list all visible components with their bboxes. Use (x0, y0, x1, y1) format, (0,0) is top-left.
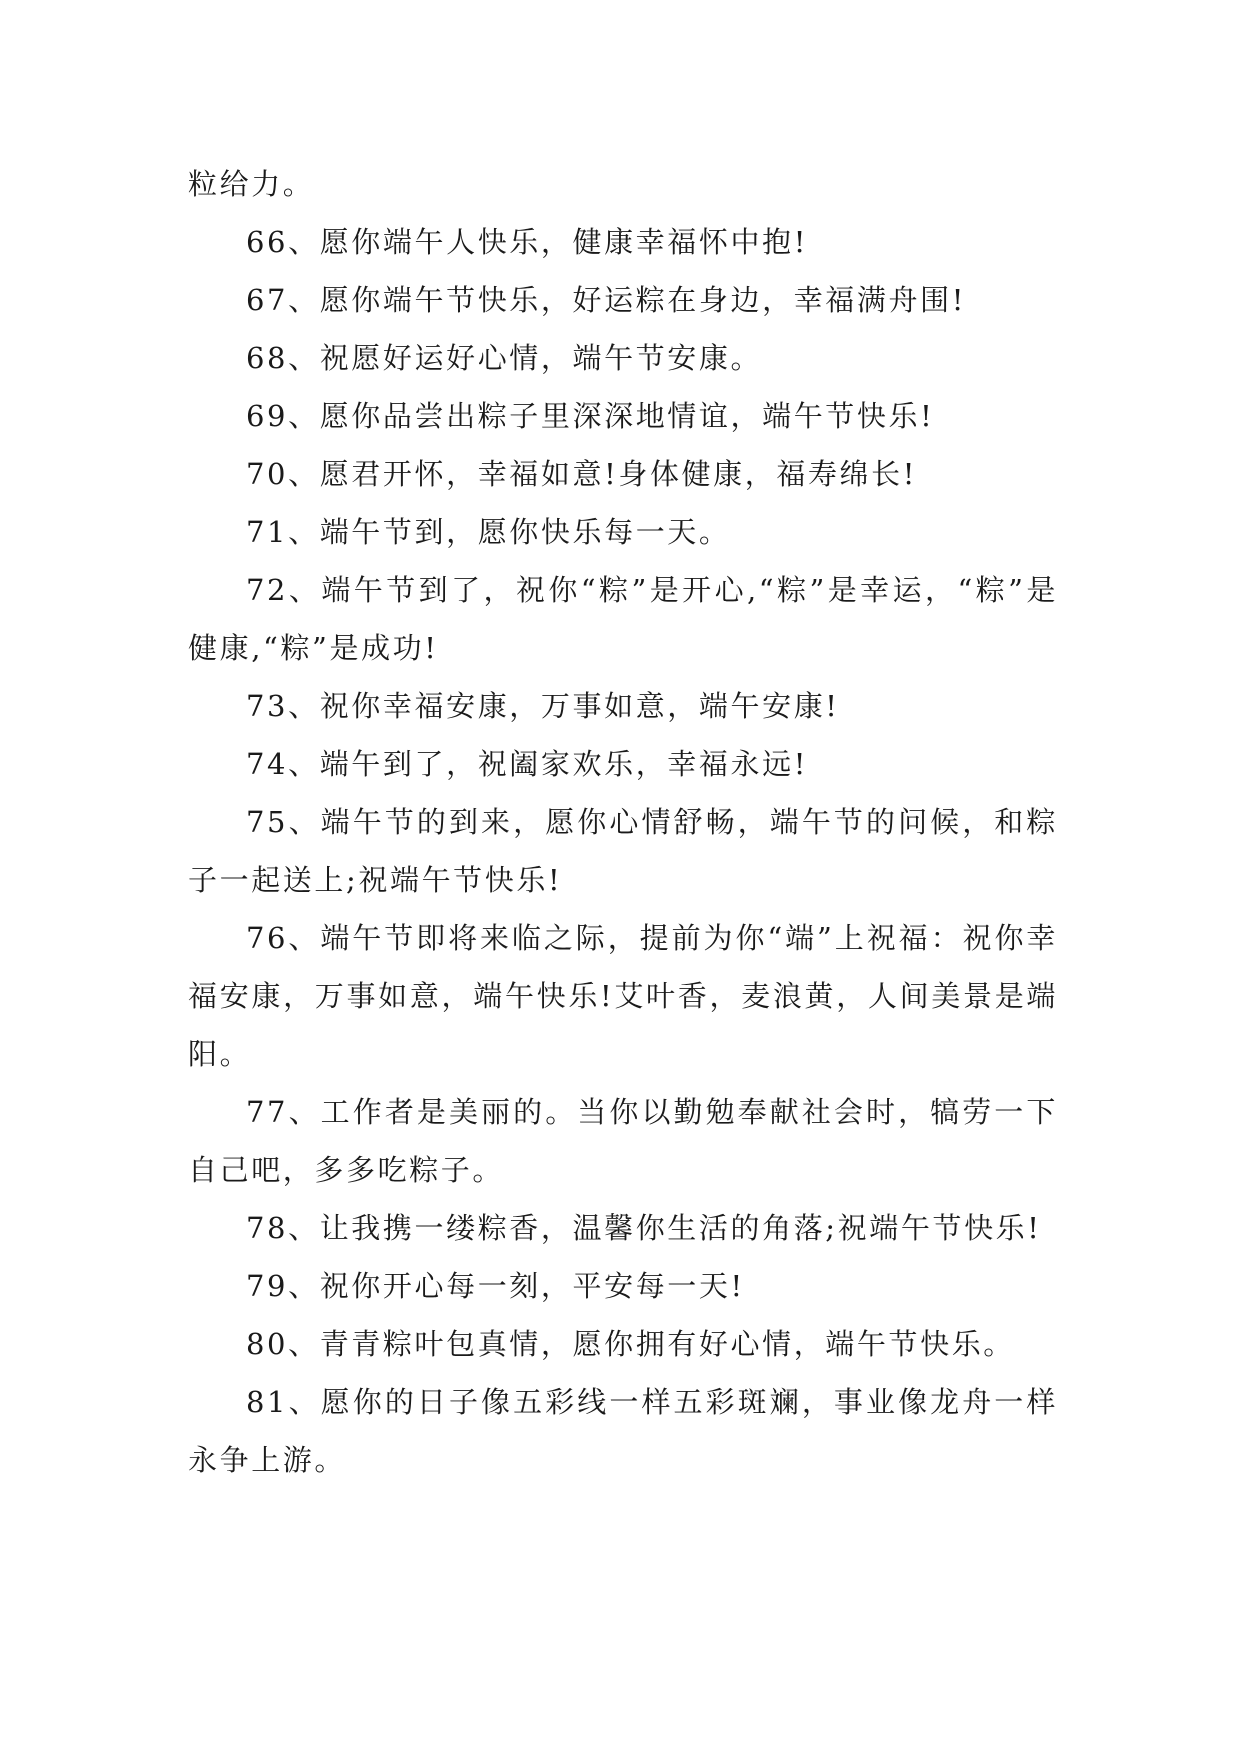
wish-item-74: 74、端午到了，祝阖家欢乐，幸福永远! (246, 747, 808, 781)
wish-item-72: 72、端午节到了，祝你“粽”是开心,“粽”是幸运，“粽”是健康,“粽”是成功! (188, 573, 1058, 665)
paragraph-continuation: 粒给力。 (188, 167, 315, 201)
wish-item-79: 79、祝你开心每一刻，平安每一天! (246, 1269, 745, 1303)
wish-item-80: 80、青青粽叶包真情，愿你拥有好心情，端午节快乐。 (246, 1327, 1015, 1361)
wish-item-68: 68、祝愿好运好心情，端午节安康。 (246, 341, 763, 375)
wish-item-81: 81、愿你的日子像五彩线一样五彩斑斓，事业像龙舟一样永争上游。 (188, 1385, 1058, 1477)
wish-item-71: 71、端午节到，愿你快乐每一天。 (246, 515, 731, 549)
wish-item-77: 77、工作者是美丽的。当你以勤勉奉献社会时，犒劳一下自己吧，多多吃粽子。 (188, 1095, 1058, 1187)
wish-item-73: 73、祝你幸福安康，万事如意，端午安康! (246, 689, 840, 723)
wish-item-78: 78、让我携一缕粽香，温馨你生活的角落;祝端午节快乐! (246, 1211, 1042, 1245)
document-body (188, 155, 1058, 1489)
wish-item-76: 76、端午节即将来临之际，提前为你“端”上祝福：祝你幸福安康，万事如意，端午快乐!艾叶香，麦浪黄，人间美景是端阳。 (188, 921, 1058, 1071)
wish-item-70: 70、愿君开怀，幸福如意!身体健康，福寿绵长! (246, 457, 918, 491)
wish-item-66: 66、愿你端午人快乐，健康幸福怀中抱! (246, 225, 808, 259)
wish-item-75: 75、端午节的到来，愿你心情舒畅，端午节的问候，和粽子一起送上;祝端午节快乐! (188, 805, 1058, 897)
wish-item-67: 67、愿你端午节快乐，好运粽在身边，幸福满舟围! (246, 283, 966, 317)
wish-item-69: 69、愿你品尝出粽子里深深地情谊，端午节快乐! (246, 399, 935, 433)
